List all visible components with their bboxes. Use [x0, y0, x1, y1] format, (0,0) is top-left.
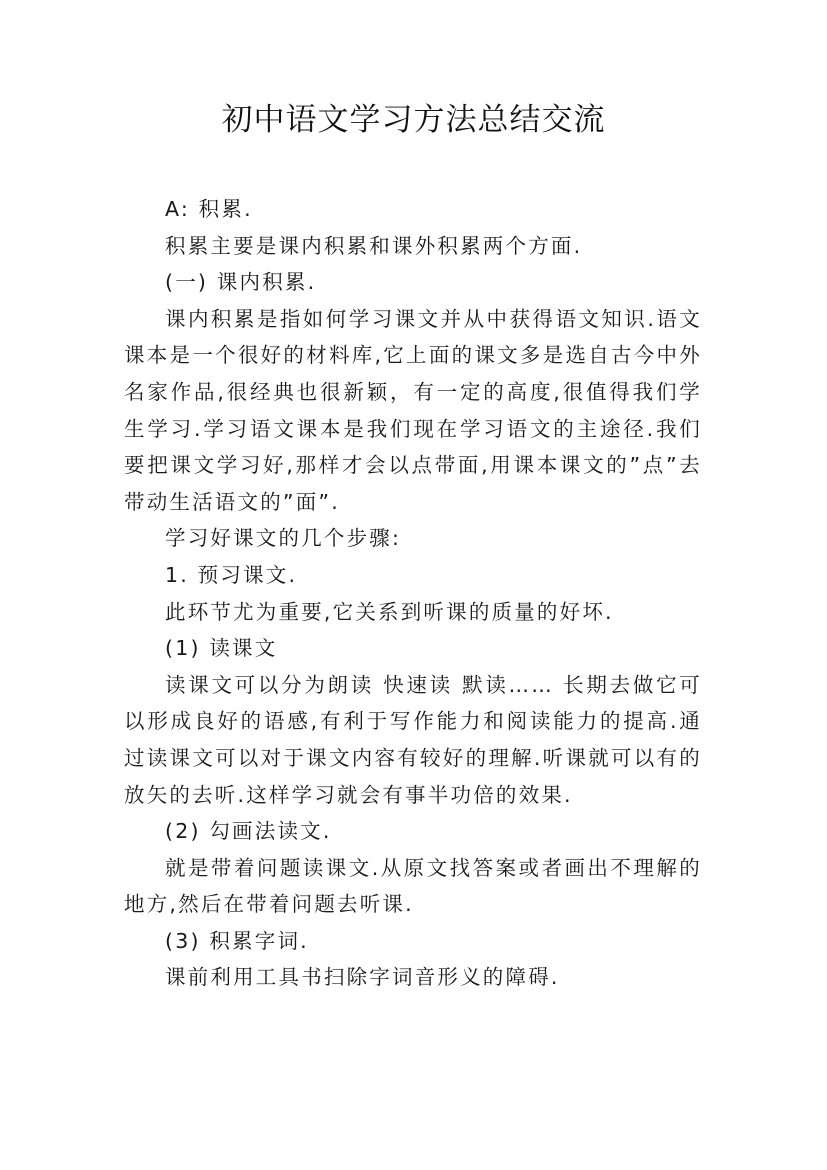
heading-marking-method: (2) 勾画法读文.: [165, 819, 332, 844]
heading-study-steps: 学习好课文的几个步骤:: [165, 526, 402, 551]
document-title: 初中语文学习方法总结交流: [221, 102, 606, 138]
heading-accumulation: A: 积累.: [165, 197, 253, 221]
document-body: [124, 191, 702, 996]
paragraph-accumulation-intro: 积累主要是课内积累和课外积累两个方面.: [165, 233, 583, 258]
heading-read-text: (1) 读课文: [165, 636, 278, 661]
paragraph-marking-method: 就是带着问题读课文.从原文找答案或者画出不理解的地方,然后在带着问题去听课.: [124, 855, 702, 917]
heading-accumulate-words: (3) 积累字词.: [165, 928, 309, 953]
paragraph-accumulate-words: 课前利用工具书扫除字词音形义的障碍.: [165, 965, 560, 990]
paragraph-read-text: 读课文可以分为朗读 快速读 默读…… 长期去做它可以形成良好的语感,有利于写作能力和阅读能力的提高.通过读课文可以对于课文内容有较好的理解.听课就可以有的放矢的去听.这样学习就会有事半功倍的效果.: [124, 672, 702, 807]
heading-in-class-accumulation: (一) 课内积累.: [165, 270, 317, 295]
paragraph-preview-importance: 此环节尤为重要,它关系到听课的质量的好坏.: [165, 599, 614, 624]
heading-preview-text: 1. 预习课文.: [165, 562, 298, 587]
paragraph-in-class-accumulation: 课内积累是指如何学习课文并从中获得语文知识.语文课本是一个很好的材料库,它上面的课文多是选自古今中外名家作品,很经典也很新颖，有一定的高度,很值得我们学生学习.学习语文课本是我们现在学习语文的主途径.我们要把课文学习好,那样才会以点带面,用课本课文的”点”去带动生活语文的”面”.: [124, 306, 702, 514]
